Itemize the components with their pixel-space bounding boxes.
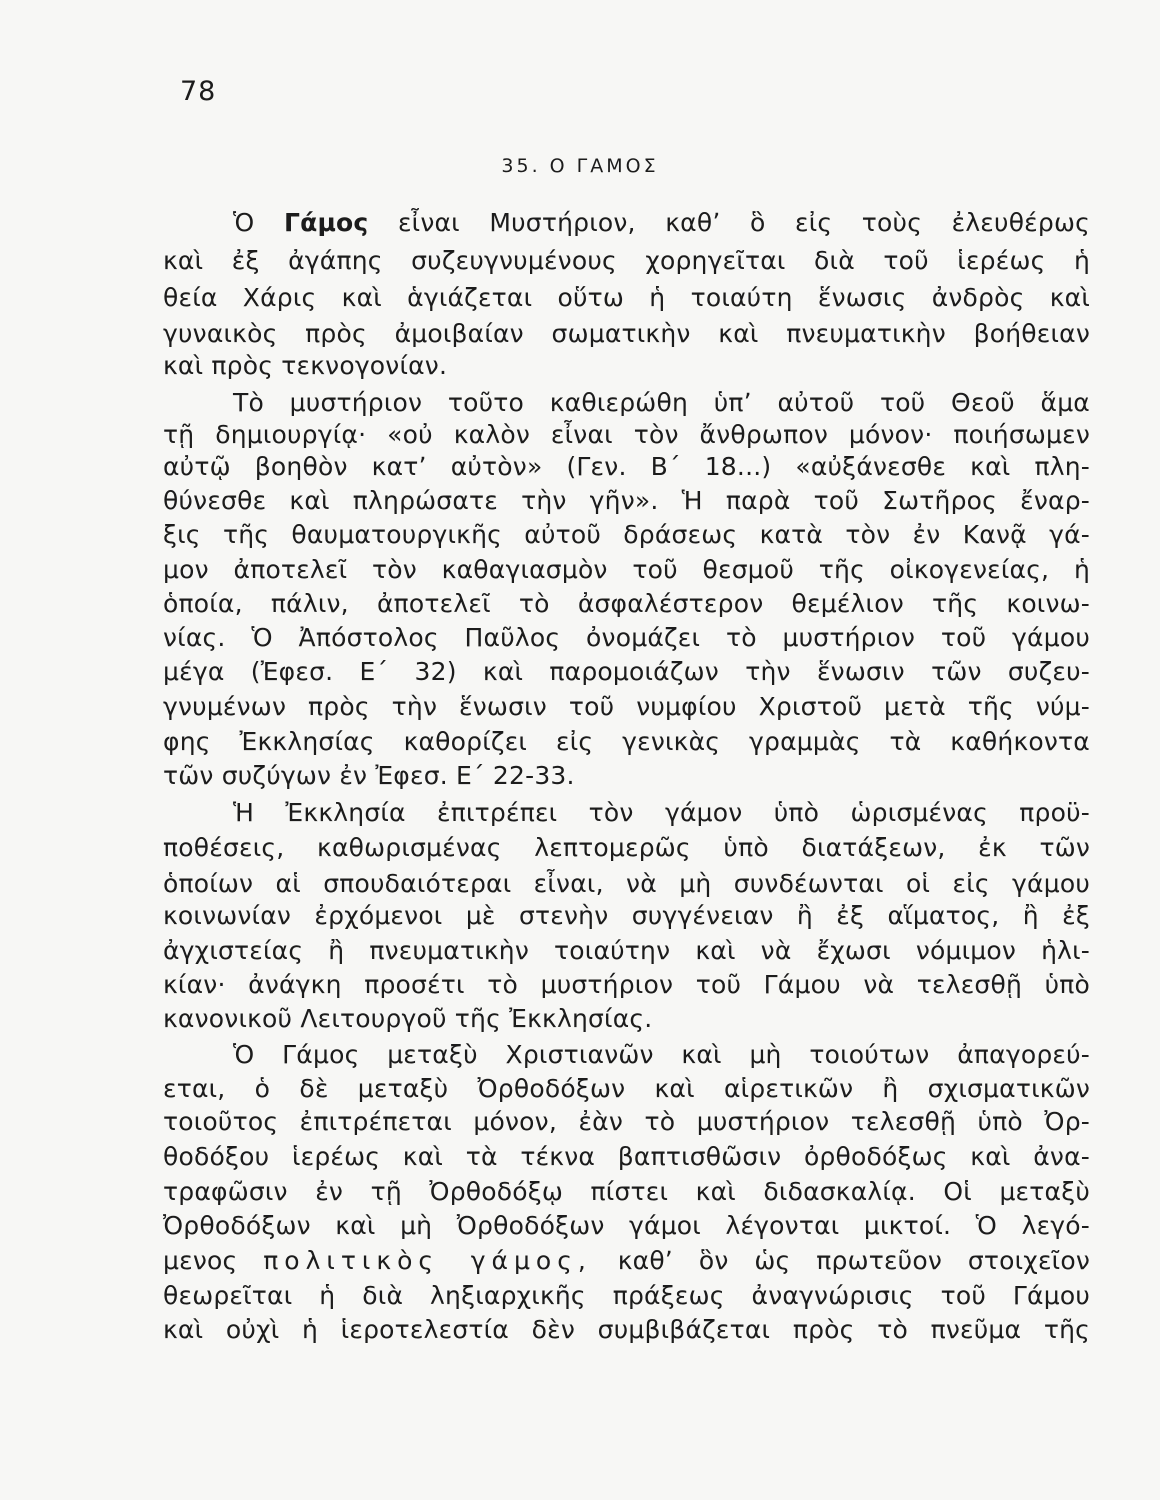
text-fragment: εἶναι Μυστήριον, καθʼ ὃ εἰς τοὺς ἐλευθέρως bbox=[397, 208, 1090, 237]
text-line: καὶ ἐξ ἀγάπης συζευγνυμένους χορηγεῖται διὰ τοῦ ἱερέως ἡ bbox=[163, 246, 1090, 275]
text-line: ξις τῆς θαυματουργικῆς αὐτοῦ δράσεως κατὰ τὸν ἐν Κανᾷ γά- bbox=[163, 520, 1090, 549]
text-line: νίας. Ὁ Ἀπόστολος Παῦλος ὀνομάζει τὸ μυστήριον τοῦ γάμου bbox=[163, 623, 1090, 652]
text-line: ἀγχιστείας ἢ πνευματικὴν τοιαύτην καὶ νὰ ἔχωσι νόμιμον ἡλι- bbox=[163, 936, 1090, 965]
text-fragment: μενος bbox=[163, 1246, 238, 1275]
text-line: ὁποίων αἱ σπουδαιότεραι εἶναι, νὰ μὴ συνδέωνται οἱ εἰς γάμου bbox=[163, 869, 1090, 898]
text-line: θεία Χάρις καὶ ἁγιάζεται οὕτω ἡ τοιαύτη ἕνωσις ἀνδρὸς καὶ bbox=[163, 283, 1090, 312]
text-fragment: καθʼ ὃν ὡς πρωτεῦον στοιχεῖον bbox=[617, 1246, 1090, 1275]
text-line: εται, ὁ δὲ μεταξὺ Ὀρθοδόξων καὶ αἱρετικῶν ἢ σχισματικῶν bbox=[163, 1074, 1090, 1103]
text-line: τραφῶσιν ἐν τῇ Ὀρθοδόξῳ πίστει καὶ διδασκαλίᾳ. Οἱ μεταξὺ bbox=[163, 1177, 1090, 1206]
text-line: θοδόξου ἱερέως καὶ τὰ τέκνα βαπτισθῶσιν ὀρθοδόξως καὶ ἀνα- bbox=[163, 1142, 1090, 1171]
text-line: ποθέσεις, καθωρισμένας λεπτομερῶς ὑπὸ διατάξεων, ἐκ τῶν bbox=[163, 833, 1090, 862]
text-line: Ὀρθοδόξων καὶ μὴ Ὀρθοδόξων γάμοι λέγονται μικτοί. Ὁ λεγό- bbox=[163, 1211, 1090, 1240]
text-line: θύνεσθε καὶ πληρώσατε τὴν γῆν». Ἡ παρὰ τοῦ Σωτῆρος ἔναρ- bbox=[163, 486, 1090, 515]
text-line: Ἡ Ἐκκλησία ἐπιτρέπει τὸν γάμον ὑπὸ ὡρισμένας προϋ- bbox=[233, 798, 1090, 827]
text-line: τοιοῦτος ἐπιτρέπεται μόνον, ἐὰν τὸ μυστήριον τελεσθῇ ὑπὸ Ὀρ- bbox=[163, 1107, 1090, 1136]
spaced-term: πολιτικὸς γάμος, bbox=[263, 1246, 592, 1275]
text-line: καὶ πρὸς τεκνογονίαν. bbox=[163, 351, 448, 380]
text-line: γυναικὸς πρὸς ἀμοιβαίαν σωματικὴν καὶ πνευματικὴν βοήθειαν bbox=[163, 319, 1090, 348]
text-line: Τὸ μυστήριον τοῦτο καθιερώθη ὑπʼ αὐτοῦ τοῦ Θεοῦ ἅμα bbox=[233, 388, 1090, 417]
text-line: αὐτῷ βοηθὸν κατʼ αὐτὸν» (Γεν. Β΄ 18...) «αὐξάνεσθε καὶ πλη- bbox=[163, 452, 1090, 481]
text-line: τῶν συζύγων ἐν Ἐφεσ. Ε΄ 22-33. bbox=[163, 761, 575, 790]
text-line: κοινωνίαν ἐρχόμενοι μὲ στενὴν συγγένειαν ἢ ἐξ αἵματος, ἢ ἐξ bbox=[163, 901, 1090, 930]
text-line bbox=[233, 210, 1090, 235]
text-line: κίαν· ἀνάγκη προσέτι τὸ μυστήριον τοῦ Γάμου νὰ τελεσθῇ ὑπὸ bbox=[163, 970, 1090, 999]
text-line: καὶ οὐχὶ ἡ ἱεροτελεστία δὲν συμβιβάζεται πρὸς τὸ πνεῦμα τῆς bbox=[163, 1315, 1090, 1344]
text-line: κανονικοῦ Λειτουργοῦ τῆς Ἐκκλησίας. bbox=[163, 1004, 653, 1033]
text-line: τῇ δημιουργίᾳ· «οὐ καλὸν εἶναι τὸν ἄνθρωπον μόνον· ποιήσωμεν bbox=[163, 420, 1090, 449]
text-line: μέγα (Ἐφεσ. Ε΄ 32) καὶ παρομοιάζων τὴν ἕνωσιν τῶν συζευ- bbox=[163, 657, 1090, 686]
text-line: θεωρεῖται ἡ διὰ ληξιαρχικῆς πράξεως ἀναγνώρισις τοῦ Γάμου bbox=[163, 1281, 1090, 1310]
text-line: Ὁ Γάμος μεταξὺ Χριστιανῶν καὶ μὴ τοιούτων ἀπαγορεύ- bbox=[233, 1040, 1090, 1069]
text-line: γνυμένων πρὸς τὴν ἕνωσιν τοῦ νυμφίου Χριστοῦ μετὰ τῆς νύμ- bbox=[163, 692, 1090, 721]
text-line: ὁποία, πάλιν, ἀποτελεῖ τὸ ἀσφαλέστερον θεμέλιον τῆς κοινω- bbox=[163, 589, 1090, 618]
text-line bbox=[163, 1248, 1090, 1273]
chapter-title: 35. Ο ΓΑΜΟΣ bbox=[501, 155, 659, 177]
page-number: 78 bbox=[180, 76, 217, 107]
text-fragment: Ὁ bbox=[233, 208, 255, 237]
text-line: μον ἀποτελεῖ τὸν καθαγιασμὸν τοῦ θεσμοῦ τῆς οἰκογενείας, ἡ bbox=[163, 555, 1090, 584]
emphasized-term: Γάμος bbox=[283, 208, 369, 237]
text-line: φης Ἐκκλησίας καθορίζει εἰς γενικὰς γραμμὰς τὰ καθήκοντα bbox=[163, 727, 1090, 756]
